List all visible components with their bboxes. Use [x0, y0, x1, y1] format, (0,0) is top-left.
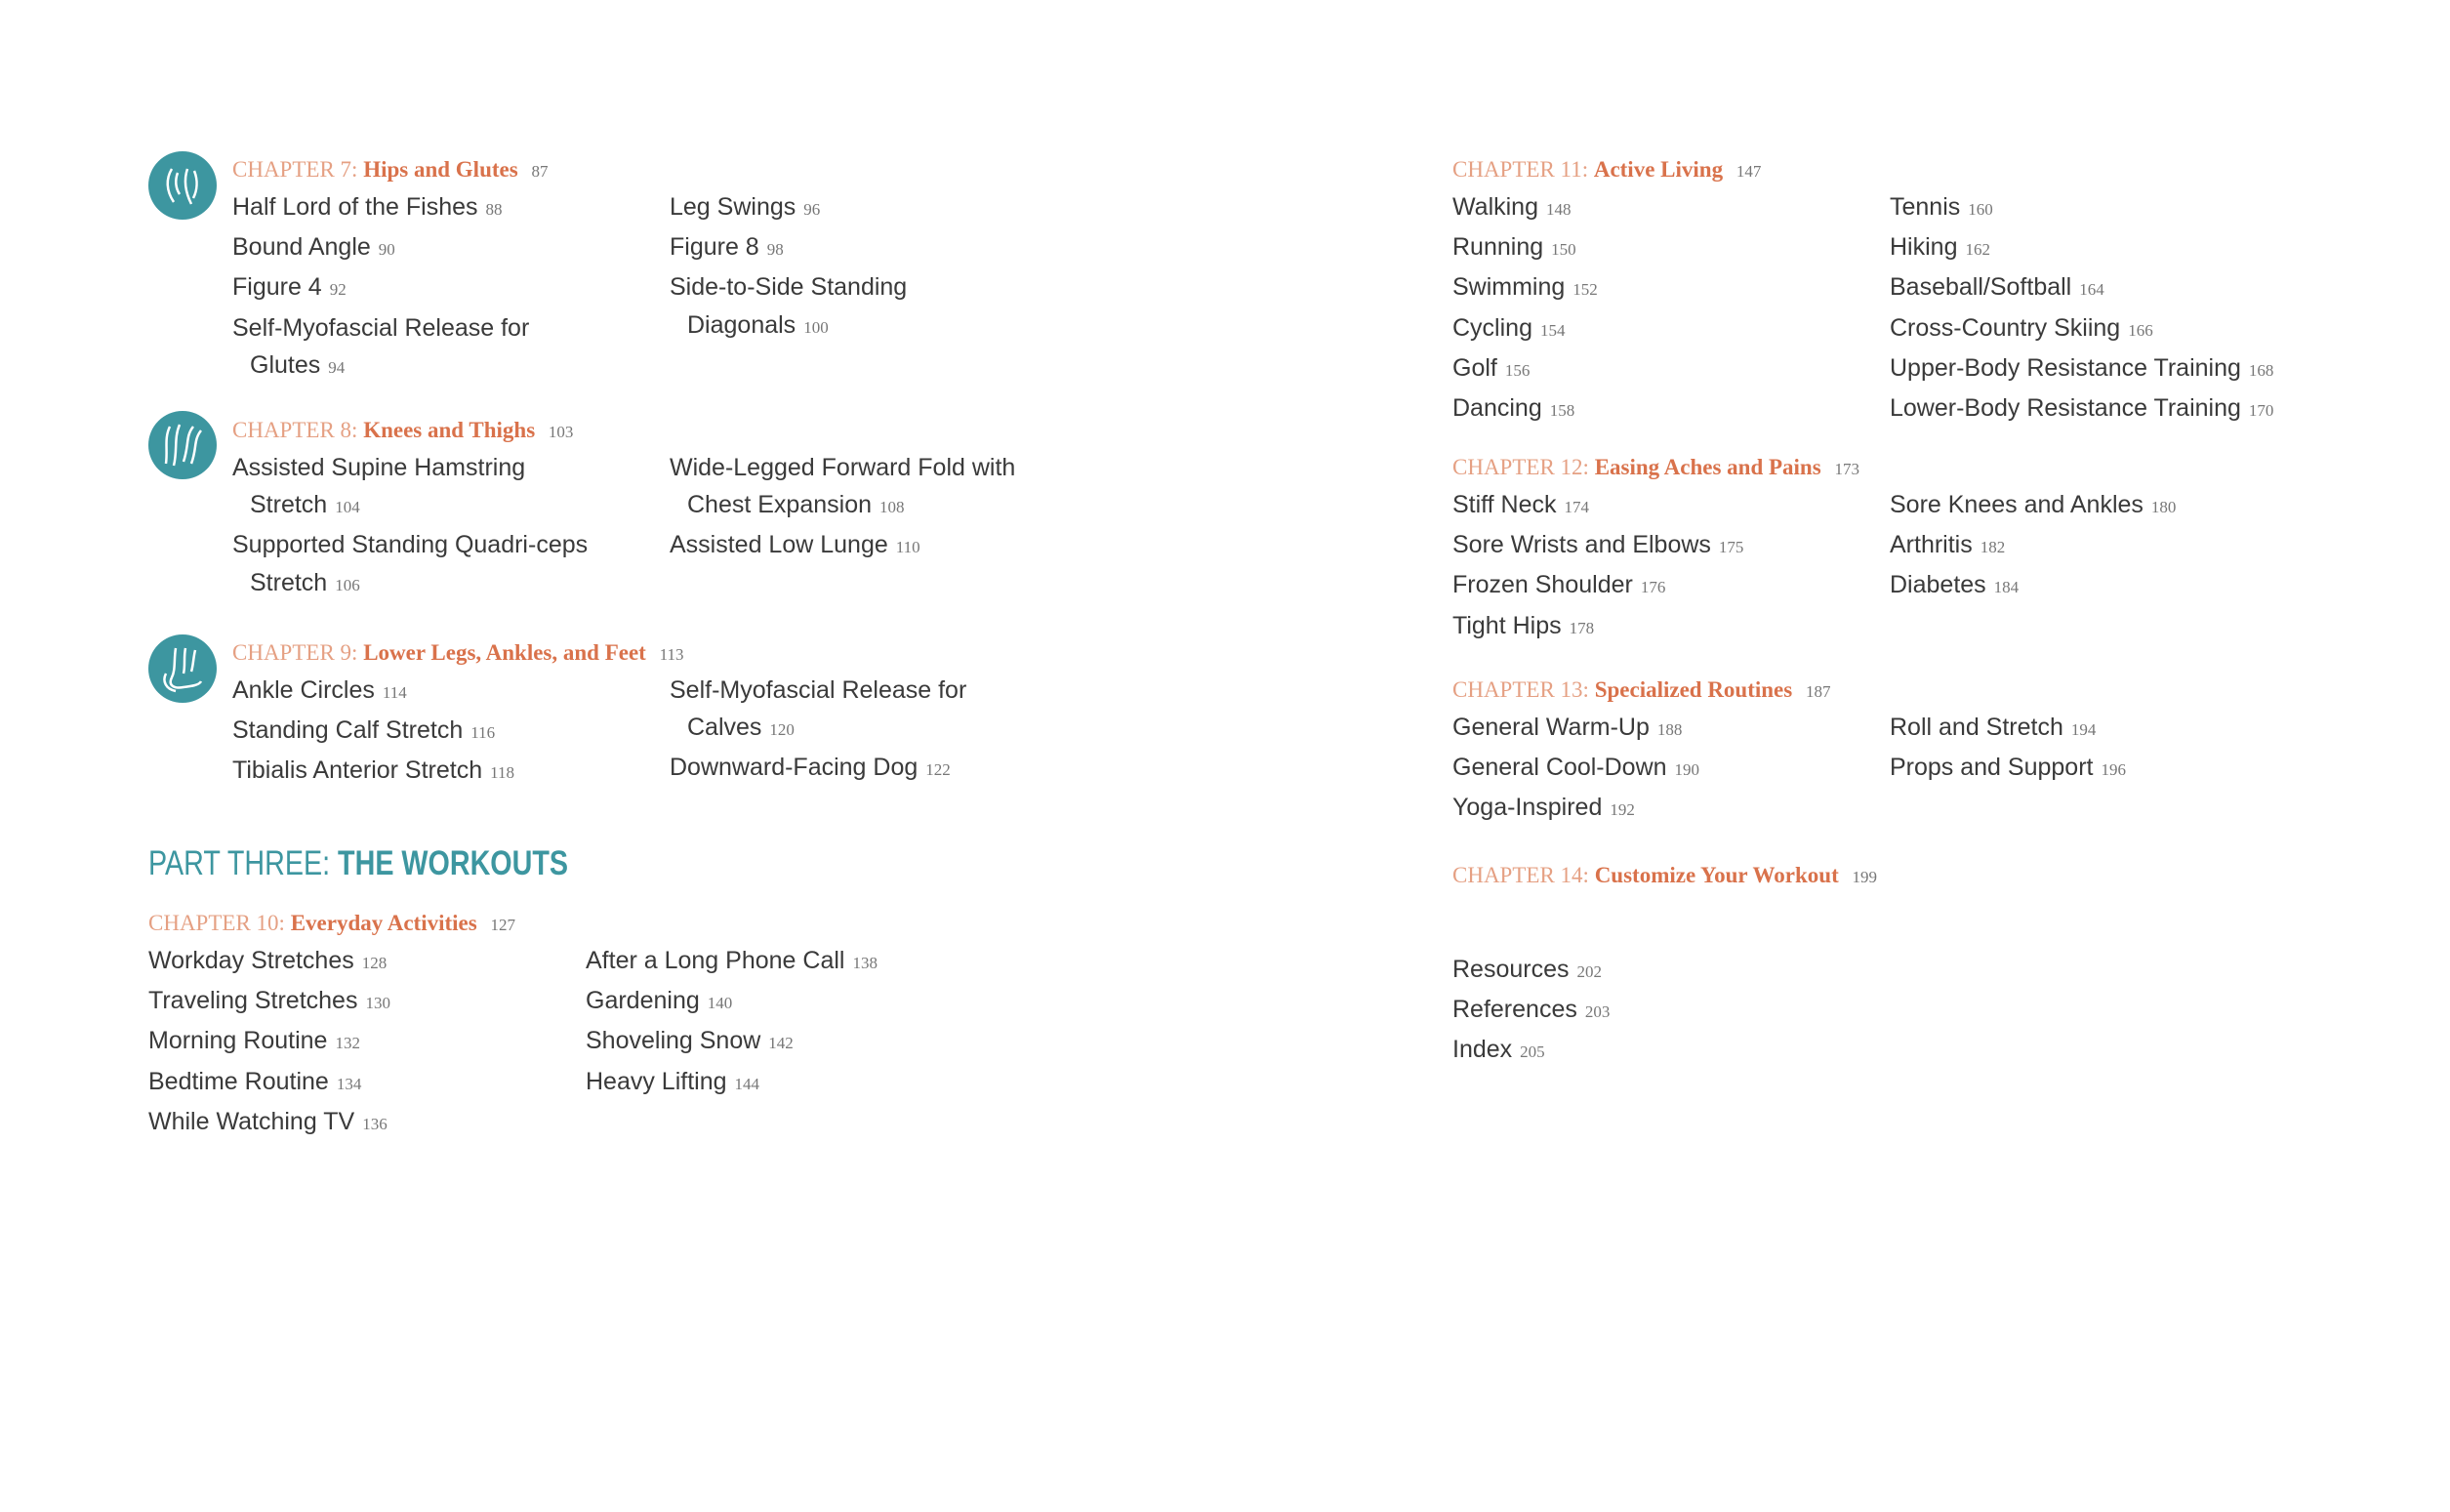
- chapter-label: CHAPTER 10:: [148, 911, 285, 935]
- toc-entry[interactable]: Stiff Neck 174: [1452, 491, 1590, 518]
- toc-entry[interactable]: Gardening 140: [586, 987, 733, 1015]
- toc-entry[interactable]: Traveling Stretches 130: [148, 987, 390, 1015]
- toc-entry[interactable]: Roll and Stretch 194: [1890, 714, 2097, 741]
- toc-entry[interactable]: Heavy Lifting 144: [586, 1067, 760, 1095]
- toc-entry[interactable]: Half Lord of the Fishes 88: [232, 193, 503, 221]
- chapter-page: 127: [490, 916, 515, 934]
- chapter-title: Customize Your Workout: [1594, 863, 1839, 887]
- toc-entry[interactable]: Cycling 154: [1452, 313, 1566, 342]
- toc-entry[interactable]: While Watching TV 136: [148, 1107, 388, 1135]
- chapter-label: CHAPTER 14:: [1452, 863, 1589, 887]
- toc-entry[interactable]: Walking 148: [1452, 193, 1572, 221]
- toc-entry[interactable]: Standing Calf Stretch 116: [232, 716, 496, 745]
- chapter-title: Lower Legs, Ankles, and Feet: [363, 640, 646, 665]
- chapter-11-col-2: [1890, 188, 2319, 429]
- toc-entry[interactable]: Swimming 152: [1452, 273, 1598, 302]
- chapter-title: Everyday Activities: [290, 911, 477, 935]
- chapter-label: CHAPTER 8:: [232, 418, 358, 442]
- chapter-page: 103: [548, 423, 574, 441]
- part-three-heading: [148, 842, 568, 885]
- toc-entry[interactable]: Figure 8 98: [670, 233, 784, 262]
- chapter-title: Specialized Routines: [1594, 677, 1793, 702]
- toc-entry[interactable]: Tight Hips 178: [1452, 611, 1595, 639]
- chapter-13-heading[interactable]: [1452, 675, 1830, 707]
- chapter-page: 187: [1805, 682, 1831, 701]
- chapter-page: 199: [1852, 868, 1877, 886]
- toc-entry[interactable]: Baseball/Softball 164: [1890, 273, 2104, 302]
- toc-entry[interactable]: General Cool-Down 190: [1452, 754, 1700, 782]
- toc-entry[interactable]: After a Long Phone Call 138: [586, 947, 878, 974]
- toc-entry[interactable]: Lower-Body Resistance Training 170: [1890, 394, 2274, 423]
- chapter-title: Hips and Glutes: [363, 157, 518, 182]
- chapter-page: 113: [659, 645, 684, 664]
- chapter-page: 173: [1834, 460, 1859, 478]
- chapter-12-col-1: [1452, 486, 1882, 647]
- chapter-7-heading[interactable]: [232, 155, 548, 186]
- toc-entry[interactable]: Sore Knees and Ankles 180: [1890, 491, 2177, 518]
- chapter-10-heading[interactable]: [148, 909, 515, 940]
- toc-entry[interactable]: Bound Angle 90: [232, 233, 395, 262]
- chapter-9-heading[interactable]: [232, 638, 683, 670]
- chapter-label: CHAPTER 11:: [1452, 157, 1589, 182]
- chapter-9-col-2: [670, 672, 1099, 790]
- part-label: PART THREE:: [148, 844, 331, 882]
- toc-entry[interactable]: Diabetes 184: [1890, 571, 2020, 599]
- knees-icon: [148, 411, 217, 479]
- toc-entry[interactable]: Hiking 162: [1890, 233, 1990, 262]
- chapter-13-col-2: [1890, 709, 2319, 789]
- toc-entry[interactable]: Yoga-Inspired 192: [1452, 794, 1635, 822]
- chapter-7-col-1: [232, 188, 662, 387]
- toc-entry[interactable]: Self-Myofascial Release for Glutes 94: [232, 313, 530, 379]
- toc-entry[interactable]: Supported Standing Quadri-ceps Stretch 106: [232, 531, 589, 596]
- chapter-label: CHAPTER 9:: [232, 640, 358, 665]
- chapter-11-heading[interactable]: [1452, 155, 1761, 186]
- toc-entry-index[interactable]: Index 205: [1452, 1036, 1545, 1064]
- toc-entry[interactable]: Assisted Low Lunge 110: [670, 531, 920, 559]
- toc-entry[interactable]: Upper-Body Resistance Training 168: [1890, 353, 2274, 382]
- chapter-page: 87: [531, 162, 549, 181]
- toc-entry[interactable]: Tibialis Anterior Stretch 118: [232, 756, 514, 785]
- chapter-9-col-1: [232, 672, 662, 793]
- hips-icon: [148, 151, 217, 220]
- toc-entry[interactable]: Frozen Shoulder 176: [1452, 571, 1666, 599]
- chapter-8-col-2: [670, 449, 1099, 567]
- chapter-title: Active Living: [1593, 157, 1724, 182]
- chapter-title: Easing Aches and Pains: [1594, 455, 1821, 479]
- chapter-label: CHAPTER 13:: [1452, 677, 1589, 702]
- toc-entry-resources[interactable]: Resources 202: [1452, 956, 1602, 983]
- chapter-13-col-1: [1452, 709, 1882, 830]
- chapter-8-col-1: [232, 449, 662, 604]
- toc-entry[interactable]: Shoveling Snow 142: [586, 1027, 794, 1055]
- toc-entry[interactable]: Tennis 160: [1890, 193, 1993, 221]
- toc-entry[interactable]: Golf 156: [1452, 353, 1531, 382]
- chapter-14-heading[interactable]: [1452, 861, 1877, 892]
- foot-icon: [148, 634, 217, 703]
- chapter-11-col-1: [1452, 188, 1882, 429]
- toc-entry[interactable]: Leg Swings 96: [670, 193, 821, 221]
- chapter-10-col-2: [586, 942, 1015, 1103]
- toc-entry[interactable]: Arthritis 182: [1890, 531, 2006, 559]
- toc-entry[interactable]: Running 150: [1452, 233, 1576, 262]
- toc-entry[interactable]: Morning Routine 132: [148, 1027, 360, 1055]
- toc-entry[interactable]: General Warm-Up 188: [1452, 714, 1683, 741]
- back-matter: [1452, 951, 1882, 1072]
- toc-entry[interactable]: Self-Myofascial Release for Calves 120: [670, 676, 967, 742]
- toc-entry[interactable]: Figure 4 92: [232, 273, 347, 302]
- toc-entry[interactable]: Ankle Circles 114: [232, 676, 407, 704]
- chapter-12-heading[interactable]: [1452, 453, 1859, 484]
- toc-entry[interactable]: Side-to-Side Standing Diagonals 100: [670, 273, 908, 339]
- toc-entry[interactable]: Assisted Supine Hamstring Stretch 104: [232, 454, 526, 519]
- chapter-12-col-2: [1890, 486, 2319, 607]
- toc-entry[interactable]: Dancing 158: [1452, 394, 1575, 423]
- chapter-label: CHAPTER 12:: [1452, 455, 1589, 479]
- right-page: [1225, 0, 2450, 1512]
- chapter-10-col-1: [148, 942, 578, 1143]
- chapter-title: Knees and Thighs: [363, 418, 536, 442]
- chapter-page: 147: [1735, 162, 1762, 181]
- chapter-label: CHAPTER 7:: [232, 157, 358, 182]
- chapter-8-heading[interactable]: [232, 416, 573, 447]
- toc-entry[interactable]: Wide-Legged Forward Fold with Chest Expansion 108: [670, 454, 1016, 519]
- part-title: THE WORKOUTS: [338, 844, 569, 882]
- toc-entry[interactable]: Downward-Facing Dog 122: [670, 754, 951, 782]
- toc-entry[interactable]: Cross-Country Skiing 166: [1890, 313, 2153, 342]
- toc-entry[interactable]: Sore Wrists and Elbows 175: [1452, 531, 1744, 559]
- toc-entry[interactable]: Workday Stretches 128: [148, 947, 388, 974]
- toc-entry-references[interactable]: References 203: [1452, 996, 1611, 1024]
- toc-entry[interactable]: Bedtime Routine 134: [148, 1067, 362, 1095]
- toc-entry[interactable]: Props and Support 196: [1890, 754, 2126, 782]
- chapter-7-col-2: [670, 188, 1099, 347]
